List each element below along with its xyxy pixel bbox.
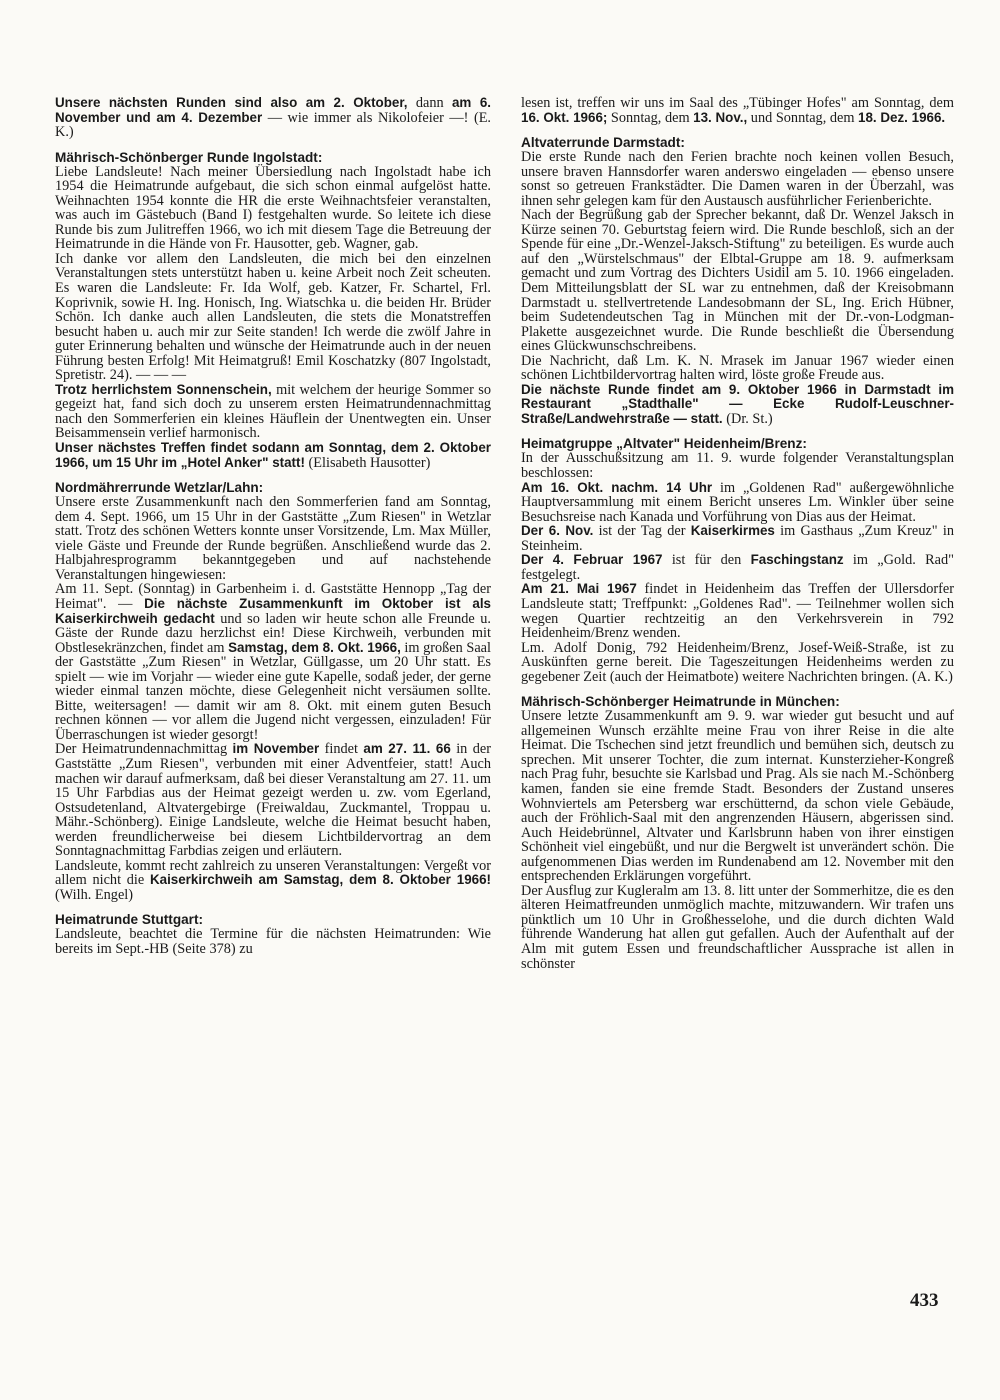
paragraph: Die erste Runde nach den Ferien brachte noch keinen vollen Besuch, unsere braven Hannsdorfer waren anderswo eingeladen — ebenso unsere sonst so getreuen Frankstädter. Die Damen waren in der Überzahl, was ihnen sehr gelegen kam für den Austausch ausführlicher Ferienberichte.	[521, 149, 954, 209]
paragraph: Der Heimatrundennachmittag im November findet am 27. 11. 66 in der Gaststätte „Zum Riesen", verbunden mit einer Adventfeier, statt! Auch machen wir darauf aufmerksam, daß bei dieser Veranstaltung am 27. 11. um 15 Uhr Farbdias aus der Heimat gezeigt werden u. zw. vom Egerland, Ostsudetenland, Altvatergebirge (Freiwaldau, Zuckmantel, Troppau u. Mähr.-Schönberg). Einige Landsleute, welche die Heimat besucht haben, werden freundlicherweise bei diesem Lichtbildervortrag an dem Sonntagnachmittag Farbdias zeigen und erläutern.	[55, 741, 491, 860]
paragraph: Am 21. Mai 1967 findet in Heidenheim das Treffen der Ullersdorfer Landsleute statt; Treffpunkt: „Goldenes Rad". — Teilnehmer wollen sich wegen Quartier rechtzeitig an den Verkehrsverein in 792 Heidenheim/Brenz wenden.	[521, 581, 954, 642]
page-number: 433	[910, 1290, 939, 1311]
heading-schoenberger-ingolstadt: Mährisch-Schönberger Runde Ingolstadt:	[55, 149, 323, 165]
paragraph: Die Nachricht, daß Lm. K. N. Mrasek im Januar 1967 wieder einen schönen Lichtbildervortrag halten wird, löste große Freude aus.	[521, 352, 954, 384]
paragraph: Unser nächstes Treffen findet sodann am Sonntag, dem 2. Oktober 1966, um 15 Uhr im „Hotel Anker" statt! (Elisabeth Hausotter)	[55, 440, 491, 471]
paragraph: Lm. Adolf Donig, 792 Heidenheim/Brenz, Josef-Weiß-Straße, ist zu Auskünften gerne bereit. Die Tageszeitungen Heidenheims werden zu gegebener Zeit (auch der Heimatbote) weitere Nachrichten bringen. (A. K.)	[521, 639, 954, 685]
paragraph: Am 11. Sept. (Sonntag) in Garbenheim i. d. Gaststätte Hennopp „Tag der Heimat". — Die nächste Zusammenkunft im Oktober ist als Kaiserkirchweih gedacht und so laden wir heute schon alle Freunde u. Gäste der Runde dazu herzlichst ein! Diese Kirchweih, verbunden mit Obstlesekränzchen, findet am Samstag, dem 8. Okt. 1966, im großen Saal der Gaststätte „Zum Riesen" in Wetzlar, Güllgasse, um 20 Uhr statt. Es spielt — wie im Vorjahr — wieder eine gute Kapelle, sodaß jeder, der gerne wieder einmal tanzen möchte, diese Gelegenheit nicht versäumen sollte. Bitte, weitersagen! — damit wir am 8. Okt. mit einem guten Besuch rechnen können — vor allem die Jugend nicht vergessen, einzuladen! Für Überraschungen ist wieder gesorgt!	[55, 581, 491, 743]
heading-muenchen: Mährisch-Schönberger Heimatrunde in München:	[521, 694, 840, 710]
paragraph: Landsleute, kommt recht zahlreich zu unseren Veranstaltungen: Vergeßt vor allem nicht die Kaiserkirchweih am Samstag, dem 8. Oktober 1966! (Wilh. Engel)	[55, 857, 491, 903]
heading-wetzlar: Nordmährerrunde Wetzlar/Lahn:	[55, 480, 264, 496]
left-column	[55, 96, 491, 957]
paragraph: lesen ist, treffen wir uns im Saal des „Tübinger Hofes" am Sonntag, dem 16. Okt. 1966; Sonntag, dem 13. Nov., und Sonntag, dem 18. Dez. 1966.	[521, 95, 954, 126]
paragraph: Trotz herrlichstem Sonnenschein, mit welchem der heurige Sommer so gegeizt hat, fand sich doch zu unserem ersten Heimatrundennachmittag nach den Sommerferien ein kleines Häuflein der Unentwegten ein. Unser Beisammensein verlief harmonisch.	[55, 381, 491, 442]
paragraph: Nach der Begrüßung gab der Sprecher bekannt, daß Dr. Wenzel Jaksch in Kürze seinen 70. Geburtstag feiern wird. Die Runde beschloß, sich an der Spende für eine „Dr.-Wenzel-Jaksch-Stiftung" zu beteiligen. Es wurde auch auf den „Würstelschmaus" der Elbtal-Gruppe am 18. 9. aufmerksam gemacht und zum Vortrag des Dichters Usidil am 5. 10. 1966 eingeladen. Dem Mitteilungsblatt der SL war zu entnehmen, daß der Kreisobmann Darmstadt u. stellvertretende Landesobmann der SL, Ing. Erich Hübner, beim Sudetendeutschen Tag in München mit der Dr.-von-Lodgman-Plakette ausgezeichnet wurde. Die Runde beschließt die Übersendung eines Glückwunschschreibens.	[521, 207, 954, 355]
paragraph: Die nächste Runde findet am 9. Oktober 1966 in Darmstadt im Restaurant „Stadthalle" — Ecke Rudolf-Leuschner-Straße/Landwehrstraße — statt. (Dr. St.)	[521, 381, 954, 427]
paragraph: Der Ausflug zur Kugleralm am 13. 8. litt unter der Sommerhitze, die es den älteren Heimatfreunden unmöglich machte, mitzuwandern. Wir trafen uns pünktlich um 10 Uhr in Großhesselohe, und die durch dichten Wald führende Wanderung hat allen gut gefallen. Auch der Aufenthalt auf der Alm mit gutem Essen und freundschaftlicher Aussprache ist allen in schönster	[521, 882, 954, 972]
paragraph: Unsere letzte Zusammenkunft am 9. 9. war wieder gut besucht und auf allgemeinen Wunsch erzählte meine Frau von ihrer Reise in die alte Heimat. Die Tschechen sind jetzt freundlich und bemühen sich, deutsch zu sprechen. Mit unserer Tochter, die zum internat. Kunsterzieher-Kongreß nach Prag fuhr, besuchte sie Karlsbad und Prag. Als sie nach M.-Schönberg kamen, fanden sie eine fremde Stadt. Besonders der Zustand unseres Wohnviertels am Petersberg war erschütternd, da schon viele Gebäude, auch der Fröhlich-Saal mit den angrenzenden Häusern, abgerissen sind. Auch Heidebrünnel, Altvater und Karlsbrunn haben von ihrer einstigen Schönheit viel eingebüßt, und nur die Bergwelt ist unverändert schön. Die aufgenommenen Dias werden im Rundenabend am 12. November mit den entsprechenden Erklärungen vorgeführt.	[521, 708, 954, 885]
paragraph: Unsere erste Zusammenkunft nach den Sommerferien fand am Sonntag, dem 4. Sept. 1966, um 15 Uhr in der Gaststätte „Zum Riesen" in Wetzlar statt. Trotz des schönen Wetters konnte unser Vorsitzende, Lm. Max Müller, viele Gäste und Freunde der Runde begrüßen. Anschließend wurde das 2. Halbjahresprogramm bekanntgegeben und auf nachstehende Veranstaltungen hingewiesen:	[55, 494, 491, 583]
paragraph: Landsleute, beachtet die Termine für die nächsten Heimatrunden: Wie bereits im Sept.-HB (Seite 378) zu	[55, 926, 491, 957]
heading-stuttgart: Heimatrunde Stuttgart:	[55, 912, 204, 928]
paragraph: Liebe Landsleute! Nach meiner Übersiedlung nach Ingolstadt habe ich 1954 die Heimatrunde aufgebaut, die sich schon einmal aufgelöst hatte. Weihnachten 1954 konnte die HR die erste Weihnachtsfeier veranstalten, was auch im Gästebuch (Band I) festgehalten wurde. So leitete ich diese Runde bis zum Julitreffen 1966, wo ich mit diesem Tage die Betreuung der Heimatrunde in die Hände von Fr. Hausotter, geb. Wagner, gab.	[55, 163, 491, 253]
paragraph: In der Ausschußsitzung am 11. 9. wurde folgender Veranstaltungsplan beschlossen:	[521, 450, 954, 482]
paragraph: Der 6. Nov. ist der Tag der Kaiserkirmes im Gasthaus „Zum Kreuz" in Steinheim.	[521, 523, 954, 554]
heading-darmstadt: Altvaterrunde Darmstadt:	[521, 135, 685, 151]
paragraph: Der 4. Februar 1967 ist für den Faschingstanz im „Gold. Rad" festgelegt.	[521, 552, 954, 583]
intro-paragraph: Unsere nächsten Runden sind also am 2. Oktober, dann am 6. November und am 4. Dezember — wie immer als Nikolofeier —! (E. K.)	[55, 95, 492, 141]
paragraph: Am 16. Okt. nachm. 14 Uhr im „Goldenen Rad" außergewöhnliche Hauptversammlung mit einem Bericht unseres Lm. Winkler über seine Besuchsreise nach Kanada und Vorführung von Dias aus der Heimat.	[521, 479, 954, 525]
paragraph: Ich danke vor allem den Landsleuten, die mich bei den einzelnen Veranstaltungen stets unterstützt haben u. keine Arbeit noch Zeit scheuten. Es waren die Landsleute: Fr. Ida Wolf, geb. Katzer, Fr. Schartel, Frl. Koprivnik, sowie H. Ing. Honisch, Ing. Wiatschka u. die beiden Hr. Brüder Schön. Ich danke auch allen Landsleuten, die stets die Monatstreffen besucht haben u. auch mir zur Seite standen! Ich werde die zwölf Jahre in guter Erinnerung behalten und wünsche der Heimatrunde auch in der neuen Führung besten Erfolg! Mit Heimatgruß! Emil Koschatzky (807 Ingolstadt, Spretistr. 24). — — —	[55, 250, 491, 384]
heading-heidenheim: Heimatgruppe „Altvater" Heidenheim/Brenz:	[521, 436, 807, 452]
right-column	[521, 96, 954, 971]
